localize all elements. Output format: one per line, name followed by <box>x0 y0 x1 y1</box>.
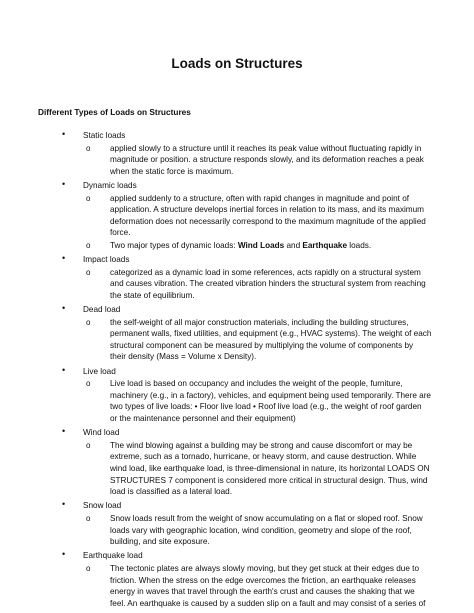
list-item-label: • Snow load <box>83 500 443 512</box>
sub-item-line: two types of live loads: • Floor live load • Roof live load (e.g., the weight of roof garden <box>110 402 422 412</box>
sub-item-line: machinery (e.g., in a factory), vehicles, and equipment being used temporarily. There are <box>110 390 431 400</box>
sub-item-line: deformation does not necessarily correspond to the maximum magnitude of the applied <box>110 216 426 226</box>
sub-item-line: STRUCTURES 7 component is considered more critical in structural design. Thus, wind <box>110 475 428 485</box>
sub-item-line: o applied slowly to a structure until it reaches its peak value without fluctuating rapidly in <box>110 143 422 153</box>
list-item-label: • Dead load <box>83 304 443 316</box>
list-item-label: • Impact loads <box>83 254 443 266</box>
sub-item <box>110 440 443 498</box>
sub-item-line: extreme, such as a tornado, hurricane, or heavy storm, and cause destruction. While <box>110 452 417 462</box>
list-item-label: • Live load <box>83 366 443 378</box>
list-item-label: • Static loads <box>83 130 443 142</box>
list-item-label: • Dynamic loads <box>83 180 443 192</box>
list-item <box>83 366 443 425</box>
sub-item <box>110 317 443 363</box>
sub-item-line: or the maintenance personnel and their equipment) <box>110 414 296 424</box>
section-heading: Different Types of Loads on Structures <box>38 107 191 117</box>
sub-item-line: force. <box>110 228 131 238</box>
sub-item-line: when the static force is maximum. <box>110 166 234 176</box>
sub-item-line: structural component can be measured by multiplying the volume of components by <box>110 340 414 350</box>
sub-item <box>110 563 443 609</box>
dynamic-load-types-prefix: Two major types of dynamic loads: <box>110 240 238 250</box>
wind-loads-term: Wind Loads <box>237 240 285 250</box>
list-item <box>83 500 443 547</box>
sub-item <box>110 143 443 178</box>
sub-item <box>110 513 443 548</box>
list-item <box>83 130 443 177</box>
sub-item-line: permanent walls, fixed utilities, and equipment (e.g., HVAC systems). The weight of each <box>110 329 432 339</box>
list-item <box>83 180 443 252</box>
sub-item-line: their density (Mass = Volume x Density). <box>110 352 257 362</box>
sub-item-line: o Live load is based on occupancy and includes the weight of the people, furniture, <box>110 379 403 389</box>
earthquake-term: Earthquake <box>302 240 348 250</box>
list-item <box>83 254 443 301</box>
list-item <box>83 550 443 609</box>
sub-item <box>110 193 443 239</box>
list-item <box>83 304 443 363</box>
list-item <box>83 427 443 498</box>
sub-item-line: application. A structure develops inertial forces in relation to its mass, and its maximum <box>110 205 424 215</box>
sub-item-line: the state of equilibrium. <box>110 290 195 300</box>
sub-item-line: o The tectonic plates are always slowly moving, but they get stuck at their edges due to <box>110 563 420 573</box>
sub-item-line: friction. When the stress on the edge overcomes the friction, an earthquake releases <box>110 575 416 585</box>
sub-item-line: building, and site exposure. <box>110 537 210 547</box>
sub-item-line: feel. An earthquake is caused by a sudden slip on a fault and may consist of a series of <box>110 598 426 608</box>
sub-item <box>110 378 443 424</box>
sub-item-line: o Snow loads result from the weight of snow accumulating on a flat or sloped roof. Snow <box>110 513 423 523</box>
load-types-list <box>83 130 443 612</box>
sub-item-line: magnitude or position. a structure responds slowly, and its deformation reaches a peak <box>110 155 424 165</box>
sub-item <box>110 267 443 302</box>
dynamic-load-types <box>110 240 443 252</box>
sub-item-line: o The wind blowing against a building may be strong and cause discomfort or may be <box>110 440 413 450</box>
list-item-label: • Earthquake load <box>83 550 443 562</box>
sub-item-line: o applied suddenly to a structure, often with rapid changes in magnitude and point of <box>110 193 410 203</box>
sub-item-line: and causes vibration. The created vibration hinders the structural system from reaching <box>110 279 426 289</box>
list-item-label: • Wind load <box>83 427 443 439</box>
sub-item-line: load is classified as a lateral load. <box>110 487 232 497</box>
sub-item-line: o the self-weight of all major construction materials, including the building structures, <box>110 317 409 327</box>
sub-item-line: loads vary with geographic location, wind condition, geometry and slope of the roof, <box>110 525 412 535</box>
sub-item-line: o categorized as a dynamic load in some references, acts rapidly on a structural system <box>110 267 421 277</box>
sub-item-line: wind load, like earthquake load, is three-dimensional in nature, its horizontal LOADS ON <box>110 464 430 473</box>
dynamic-load-types-suffix: loads. <box>347 240 372 250</box>
sub-item-line: energy in waves that travel through the earth's crust and causes the shaking that we <box>110 587 415 597</box>
page-title: Loads on Structures <box>171 56 303 71</box>
conjunction: and <box>284 240 303 250</box>
